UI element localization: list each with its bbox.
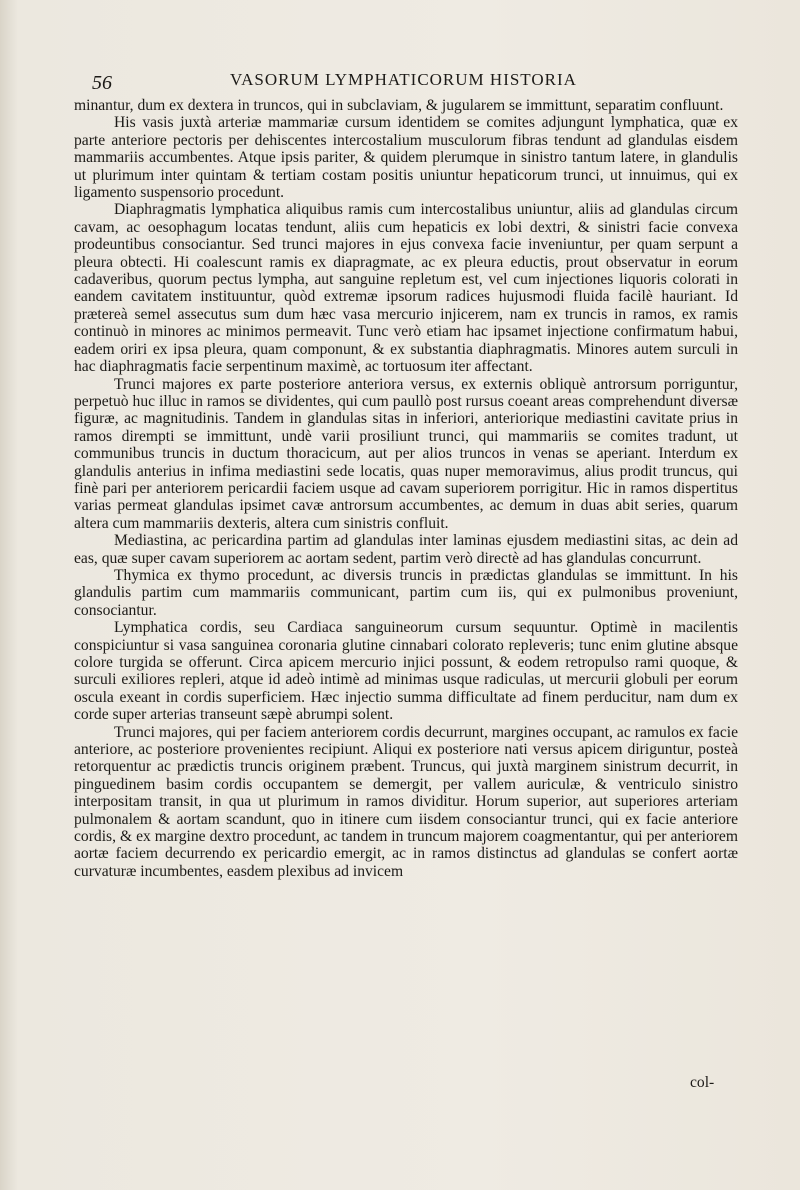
paragraph: His vasis juxtà arteriæ mammariæ cursum identidem se comites adjungunt lymphatica, quæ ex parte anteriore pectoris per dehiscentes intercostalium musculorum fibras tendunt ad glandulas eisdem mammariis accumbentes. Atque ipsis pariter, & quidem plerumque in sinistro tantum latere, in glandulis ut plurimum inter quintam & tertiam costam positis uniuntur hepaticorum trunci, ut innuimus, qui ex ligamento suspensorio procedunt. — [74, 114, 738, 202]
paragraph: minantur, dum ex dextera in truncos, qui in subclaviam, & jugularem se immittunt, separatim confluunt. — [74, 97, 724, 114]
paragraph: Mediastina, ac pericardina partim ad glandulas inter laminas ejusdem mediastini sitas, ac dein ad eas, quæ super cavam superiorem ac aortam sedent, partim verò directè ad has glandulas concurrunt. — [74, 532, 738, 567]
running-title: VASORUM LYMPHATICORUM HISTORIA — [230, 70, 577, 89]
body-text — [74, 97, 738, 880]
paragraph: Thymica ex thymo procedunt, ac diversis truncis in prædictas glandulas se immittunt. In his glandulis partim cum mammariis communicant, partim cum iis, qui ex pulmonibus proveniunt, consociantur. — [74, 566, 738, 619]
paragraph: Lymphatica cordis, seu Cardiaca sanguineorum cursum sequuntur. Optimè in macilentis conspiciuntur si vasa sanguinea coronaria glutine cinnabari colorato repleveris; tunc enim glutine absque colore turgida se offerunt. Circa apicem mercurio injici possunt, & eodem retropulso rami quoque, & surculi exiliores repleri, atque id adeò intimè ad minimas usque radiculas, ut mercurii globuli per eorum oscula exeant in cordis superficiem. Hæc injectio summa difficultate ad finem perducitur, nam dum ex corde super arterias transeunt sæpè abrumpi solent. — [74, 619, 738, 724]
paragraph: Trunci majores ex parte posteriore anteriora versus, ex externis obliquè antrorsum porriguntur, perpetuò huc illuc in ramos se dividentes, qui cum paullò post rursus coeant areas comprehendunt diversæ figuræ, ac magnitudinis. Tandem in glandulas sitas in inferiori, anteriorique mediastini cavitate prius in ramos dirempti se immittunt, undè varii prosiliunt trunci, qui mammariis se comites tradunt, ut communibus truncis in ductum thoracicum, aut per alios truncos in venas se aperiant. Interdum ex glandulis anterius in infima mediastini sede locatis, quas nuper memoravimus, alius prodit truncus, qui finè pari per anteriorem pericardii faciem usque ad cavam superiorem porrigitur. Hic in ramos dispertitus varias permeat glandulas ipsimet cavæ antrorsum accumbentes, ac demum in duas abit series, quarum altera cum mammariis dexteris, altera cum sinistris confluit. — [74, 375, 738, 532]
paragraph: Diaphragmatis lymphatica aliquibus ramis cum intercostalibus uniuntur, aliis ad glandulas circum cavam, ac oesophagum locatas tendunt, aliis cum hepaticis ex lobi dextri, & sinistri facie convexa prodeuntibus consociantur. Sed trunci majores in ejus convexa facie inveniuntur, per quam serpunt a pleura obtecti. Hi coalescunt ramis ex diapragmate, ac ex pleura eductis, prout observatur in eorum cadaveribus, quorum pectus lympha, aut sanguine repletum est, vel cum injectiones liquoris colorati in eandem cavitatem instituuntur, quòd extremæ ipsorum radices hujusmodi fluida facilè hauriant. Id prætereà semel assecutus sum dum hæc vasa mercurio injicerem, nam ex truncis in ramos, ex ramis continuò in minores ac minimos permeavit. Tunc verò etiam hac ipsamet injectione confirmatum habui, eadem oriri ex ipsa pleura, quam componunt, & ex substantia diaphragmatis. Minores autem surculi in hac diaphragmatis facie serpentinum maximè, ac tortuosum iter affectant. — [74, 201, 738, 376]
paragraph: Trunci majores, qui per faciem anteriorem cordis decurrunt, margines occupant, ac ramulos ex facie anteriore, ac posteriore provenientes recipiunt. Aliqui ex posteriore nati versus apicem diriguntur, posteà retorquentur ac prædictis truncis originem præbent. Truncus, qui juxtà marginem sinistrum decurrit, in pinguedinem basim cordis occupantem se demergit, per vallem auriculæ, & ventriculo sinistro interpositam transit, in qua ut plurimum in ramos dividitur. Horum superior, aut superiores arteriam pulmonalem & aortam scandunt, quo in itinere cum iisdem consociantur trunci, qui ex facie anteriore cordis, & ex margine dextro procedunt, ac tandem in truncum majorem coagmentantur, qui per anteriorem aortæ faciem decurrendo ex pericardio emergit, ac in ramos distinctus ad glandulas se confert aortæ curvaturæ incumbentes, easdem plexibus ad invicem — [74, 723, 738, 880]
page-header — [80, 64, 740, 94]
catchword: col- — [690, 1074, 715, 1091]
page-number: 56 — [92, 72, 112, 94]
